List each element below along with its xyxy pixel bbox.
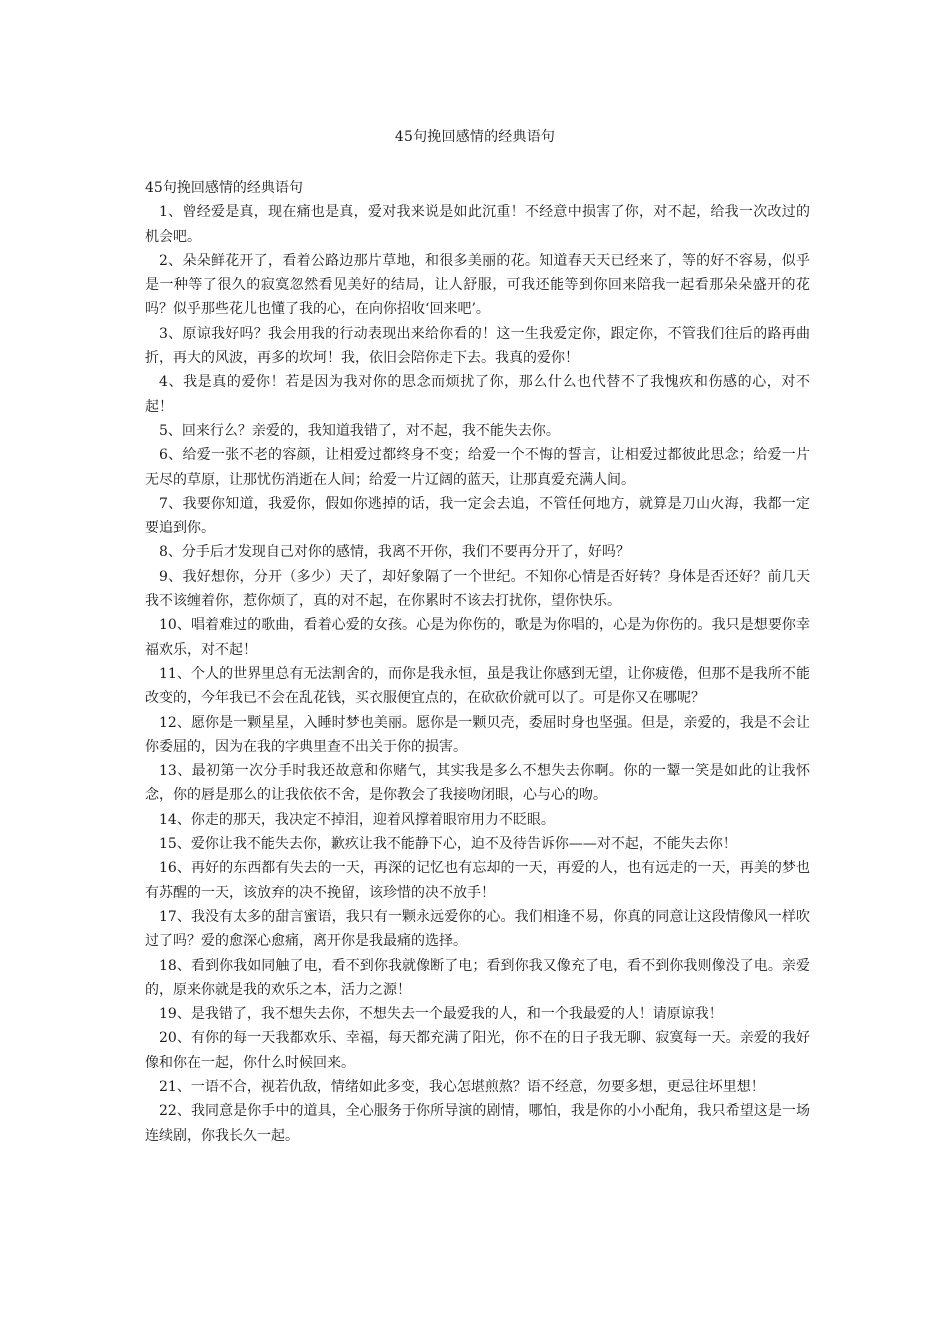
paragraph-3: 3、原谅我好吗？我会用我的行动表现出来给你看的！这一生我爱定你，跟定你，不管我们往后的路再曲折，再大的风波，再多的坎坷！我，依旧会陪你走下去。我真的爱你！ [145,325,810,367]
paragraph-11: 11、个人的世界里总有无法割舍的，而你是我永恒，虽是我让你感到无望，让你疲倦，但那不是我所不能改变的，今年我已不会在乱花钱，买衣服便宜点的，在砍砍价就可以了。可是你又在哪呢？ [145,665,810,707]
paragraph-17: 17、我没有太多的甜言蜜语，我只有一颗永远爱你的心。我们相逢不易，你真的同意让这段情像风一样吹过了吗？爱的愈深心愈痛，离开你是我最痛的选择。 [145,908,810,950]
paragraph-7: 7、我要你知道，我爱你，假如你逃掉的话，我一定会去追，不管任何地方，就算是刀山火海，我都一定要追到你。 [145,495,810,537]
paragraph-4: 4、我是真的爱你！若是因为我对你的思念而烦扰了你，那么什么也代替不了我愧疚和伤感的心，对不起！ [145,374,810,415]
paragraph-8: 8、分手后才发现自己对你的感情，我离不开你，我们不要再分开了，好吗？ [159,544,630,561]
paragraph-19: 19、是我错了，我不想失去你，不想失去一个最爱我的人，和一个我最爱的人！请原谅我！ [159,1006,723,1023]
paragraph-20: 20、有你的每一天我都欢乐、幸福，每天都充满了阳光，你不在的日子我无聊、寂寞每一天。亲爱的我好像和你在一起，你什么时候回来。 [145,1030,810,1071]
paragraph-10: 10、唱着难过的歌曲，看着心爱的女孩。心是为你伤的，歌是为你唱的，心是为你伤的。我只是想要你幸福欢乐，对不起！ [145,617,810,658]
document-subtitle: 45句挽回感情的经典语句 [145,180,303,196]
paragraph-22: 22、我同意是你手中的道具，全心服务于你所导演的剧情，哪怕，我是你的小小配角，我只希望这是一场连续剧，你我长久一起。 [145,1103,810,1144]
paragraph-21: 21、一语不合，视若仇敌，情绪如此多变，我心怎堪煎熬？语不经意，勿要多想，更忌往坏里想！ [159,1078,765,1095]
paragraph-6: 6、给爱一张不老的容颜，让相爱过都终身不变；给爱一个不悔的誓言，让相爱过都彼此思念；给爱一片无尽的草原，让那忧伤消逝在人间；给爱一片辽阔的蓝天，让那真爱充满人间。 [145,447,810,488]
document-body [145,176,810,1148]
document-title: 45句挽回感情的经典语句 [394,129,556,145]
paragraph-18: 18、看到你我如同触了电，看不到你我就像断了电；看到你我又像充了电，看不到你我则像没了电。亲爱的，原来你就是我的欢乐之本，活力之源！ [145,957,810,998]
paragraph-9: 9、我好想你，分开（多少）天了，却好象隔了一个世纪。不知你心情是否好转？身体是否还好？前几天我不该缠着你，惹你烦了，真的对不起，在你累时不该去打扰你，望你快乐。 [145,568,810,610]
paragraph-14: 14、你走的那天，我决定不掉泪，迎着风撑着眼帘用力不眨眼。 [159,811,555,828]
paragraph-5: 5、回来行么？亲爱的，我知道我错了，对不起，我不能失去你。 [159,422,560,439]
paragraph-1: 1、曾经爱是真，现在痛也是真，爱对我来说是如此沉重！不经意中损害了你，对不起，给我一次改过的机会吧。 [145,204,810,245]
paragraph-12: 12、愿你是一颗星星，入睡时梦也美丽。愿你是一颗贝壳，委屈时身也坚强。但是，亲爱的，我是不会让你委屈的，因为在我的字典里查不出关于你的损害。 [145,714,810,755]
paragraph-16: 16、再好的东西都有失去的一天，再深的记忆也有忘却的一天，再爱的人，也有远走的一天，再美的梦也有苏醒的一天，该放弃的决不挽留，该珍惜的决不放手！ [145,860,810,901]
paragraph-2: 2、朵朵鲜花开了，看着公路边那片草地，和很多美丽的花。知道春天天已经来了，等的好不容易，似乎是一种等了很久的寂寞忽然看见美好的结局，让人舒服，可我还能等到你回来陪我一起看那朵朵盛开的花吗？似乎那些花儿也懂了我的心，在向你招收‘回来吧’。 [145,252,810,318]
paragraph-13: 13、最初第一次分手时我还故意和你赌气，其实我是多么不想失去你啊。你的一颦一笑是如此的让我怀念，你的唇是那么的让我依依不舍，是你教会了我接吻闭眼，心与心的吻。 [145,763,810,804]
paragraph-15: 15、爱你让我不能失去你，歉疚让我不能静下心，迫不及待告诉你——对不起，不能失去你！ [159,836,737,853]
